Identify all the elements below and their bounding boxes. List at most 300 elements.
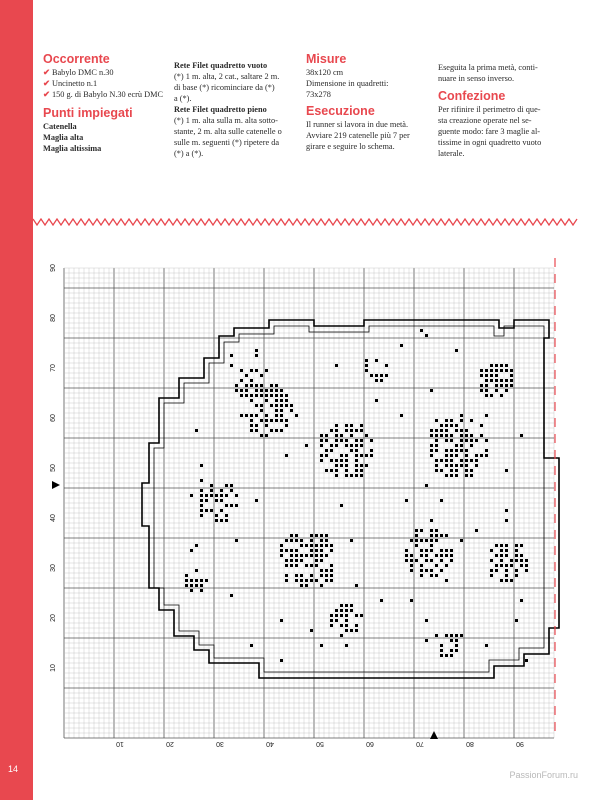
filled-cell (520, 564, 523, 567)
text-line: Per rifinire il perimetro di que- (438, 105, 541, 114)
filled-cell (505, 574, 508, 577)
filled-cell (340, 454, 343, 457)
filled-cell (360, 429, 363, 432)
filled-cell (330, 619, 333, 622)
text-line: (*) a (*). (174, 149, 204, 158)
filled-cell (265, 399, 268, 402)
filled-cell (350, 444, 353, 447)
filled-cell (415, 534, 418, 537)
filled-cell (335, 444, 338, 447)
filled-cell (305, 444, 308, 447)
filled-cell (320, 459, 323, 462)
filled-cell (330, 429, 333, 432)
filled-cell (380, 379, 383, 382)
filled-cell (420, 569, 423, 572)
x-axis-label: 30 (216, 740, 224, 747)
filled-cell (415, 559, 418, 562)
filled-cell (485, 384, 488, 387)
filled-cell (440, 654, 443, 657)
filled-cell (435, 539, 438, 542)
filled-cell (330, 469, 333, 472)
filled-cell (290, 559, 293, 562)
filled-cell (295, 564, 298, 567)
filled-cell (235, 539, 238, 542)
filled-cell (455, 349, 458, 352)
y-axis-label: 90 (50, 264, 57, 272)
y-axis-label: 50 (50, 464, 57, 472)
filled-cell (420, 529, 423, 532)
filled-cell (290, 549, 293, 552)
filled-cell (435, 419, 438, 422)
filled-cell (355, 439, 358, 442)
filled-cell (510, 579, 513, 582)
filled-cell (505, 554, 508, 557)
y-axis-label: 70 (50, 364, 57, 372)
filled-cell (285, 454, 288, 457)
filled-cell (400, 414, 403, 417)
filled-cell (355, 429, 358, 432)
filled-cell (500, 554, 503, 557)
filled-cell (410, 554, 413, 557)
filled-cell (280, 399, 283, 402)
filled-cell (460, 419, 463, 422)
filled-cell (320, 439, 323, 442)
filled-cell (465, 469, 468, 472)
filled-cell (345, 614, 348, 617)
filled-cell (450, 554, 453, 557)
filled-cell (275, 394, 278, 397)
filled-cell (480, 374, 483, 377)
filled-cell (380, 599, 383, 602)
filled-cell (505, 564, 508, 567)
filled-cell (315, 549, 318, 552)
filled-cell (350, 539, 353, 542)
filled-cell (430, 569, 433, 572)
filled-cell (460, 449, 463, 452)
filled-cell (450, 654, 453, 657)
filled-cell (400, 344, 403, 347)
filled-cell (310, 554, 313, 557)
filled-cell (435, 564, 438, 567)
filled-cell (455, 424, 458, 427)
chart-grid (64, 268, 554, 738)
filled-cell (280, 554, 283, 557)
filled-cell (250, 644, 253, 647)
filled-cell (315, 554, 318, 557)
filled-cell (405, 499, 408, 502)
filled-cell (210, 484, 213, 487)
filled-cell (280, 404, 283, 407)
filled-cell (405, 554, 408, 557)
filled-cell (340, 634, 343, 637)
filled-cell (320, 569, 323, 572)
filled-cell (260, 389, 263, 392)
heading-rete-pieno: Rete Filet quadretto pieno (174, 105, 267, 114)
filled-cell (350, 429, 353, 432)
filled-cell (450, 424, 453, 427)
filled-cell (440, 429, 443, 432)
filled-cell (310, 539, 313, 542)
filled-cell (275, 429, 278, 432)
filled-cell (415, 544, 418, 547)
filled-cell (465, 464, 468, 467)
filled-cell (230, 354, 233, 357)
filled-cell (325, 449, 328, 452)
filled-cell (500, 544, 503, 547)
filled-cell (375, 399, 378, 402)
filled-cell (420, 329, 423, 332)
filled-cell (435, 429, 438, 432)
filled-cell (250, 424, 253, 427)
filled-cell (460, 539, 463, 542)
filled-cell (265, 424, 268, 427)
filled-cell (450, 469, 453, 472)
filled-cell (515, 619, 518, 622)
filled-cell (425, 569, 428, 572)
filled-cell (450, 549, 453, 552)
filled-cell (350, 609, 353, 612)
filled-cell (470, 469, 473, 472)
filled-cell (455, 449, 458, 452)
filled-cell (220, 489, 223, 492)
text-line: stante, 2 m. alta sulle catenelle o (174, 127, 282, 136)
filled-cell (430, 519, 433, 522)
filled-cell (280, 544, 283, 547)
filled-cell (260, 384, 263, 387)
filled-cell (370, 439, 373, 442)
filled-cell (265, 434, 268, 437)
filled-cell (445, 564, 448, 567)
filled-cell (435, 554, 438, 557)
filled-cell (320, 584, 323, 587)
filled-cell (195, 569, 198, 572)
filled-cell (330, 549, 333, 552)
filled-cell (470, 444, 473, 447)
filled-cell (450, 434, 453, 437)
x-axis-label: 60 (366, 740, 374, 747)
filled-cell (305, 554, 308, 557)
filled-cell (505, 364, 508, 367)
filled-cell (295, 579, 298, 582)
filled-cell (335, 429, 338, 432)
filled-cell (485, 644, 488, 647)
filled-cell (460, 444, 463, 447)
filled-cell (265, 414, 268, 417)
filled-cell (255, 424, 258, 427)
filled-cell (460, 439, 463, 442)
filled-cell (440, 549, 443, 552)
filled-cell (290, 539, 293, 542)
filled-cell (460, 464, 463, 467)
filled-cell (355, 454, 358, 457)
filled-cell (280, 619, 283, 622)
filled-cell (440, 534, 443, 537)
filled-cell (465, 434, 468, 437)
filled-cell (450, 639, 453, 642)
filled-cell (445, 654, 448, 657)
text-line: Eseguita la prima metà, conti- (438, 63, 538, 72)
filled-cell (455, 474, 458, 477)
filled-cell (490, 374, 493, 377)
filled-cell (365, 434, 368, 437)
filled-cell (310, 579, 313, 582)
heading-misure: Misure (306, 52, 347, 66)
filled-cell (200, 489, 203, 492)
text-line: sulle m. seguenti (*) ripetere da (174, 138, 280, 147)
filled-cell (440, 499, 443, 502)
filled-cell (435, 534, 438, 537)
filled-cell (495, 564, 498, 567)
filled-cell (190, 494, 193, 497)
filled-cell (200, 584, 203, 587)
filled-cell (355, 584, 358, 587)
filled-cell (205, 494, 208, 497)
filled-cell (445, 634, 448, 637)
filled-cell (485, 454, 488, 457)
filled-cell (280, 549, 283, 552)
filled-cell (485, 394, 488, 397)
filled-cell (355, 474, 358, 477)
filled-cell (505, 379, 508, 382)
filled-cell (315, 564, 318, 567)
filled-cell (455, 464, 458, 467)
filled-cell (190, 589, 193, 592)
filled-cell (435, 459, 438, 462)
filled-cell (270, 429, 273, 432)
filled-cell (445, 474, 448, 477)
filled-cell (285, 539, 288, 542)
filled-cell (275, 409, 278, 412)
filled-cell (420, 554, 423, 557)
filled-cell (455, 649, 458, 652)
filled-cell (435, 529, 438, 532)
filled-cell (280, 419, 283, 422)
filled-cell (185, 579, 188, 582)
filled-cell (345, 619, 348, 622)
filled-cell (510, 559, 513, 562)
filled-cell (440, 469, 443, 472)
filled-cell (445, 459, 448, 462)
filled-cell (445, 419, 448, 422)
heading-occorrente: Occorrente (43, 52, 110, 66)
filled-cell (285, 549, 288, 552)
filled-cell (280, 659, 283, 662)
filled-cell (490, 549, 493, 552)
filled-cell (300, 554, 303, 557)
filled-cell (480, 434, 483, 437)
filled-cell (245, 374, 248, 377)
x-axis-label: 80 (466, 740, 474, 747)
filled-cell (200, 514, 203, 517)
filled-cell (505, 549, 508, 552)
text-line: Avviare 219 catenelle più 7 per (306, 131, 410, 140)
filled-cell (255, 384, 258, 387)
filled-cell (430, 454, 433, 457)
filled-cell (330, 614, 333, 617)
x-axis-label: 20 (166, 740, 174, 747)
filled-cell (250, 384, 253, 387)
filled-cell (300, 574, 303, 577)
filled-cell (220, 519, 223, 522)
filled-cell (250, 394, 253, 397)
filled-cell (425, 539, 428, 542)
filled-cell (300, 539, 303, 542)
filled-cell (360, 439, 363, 442)
filled-cell (350, 424, 353, 427)
filled-cell (325, 454, 328, 457)
filled-cell (515, 569, 518, 572)
filled-cell (325, 469, 328, 472)
filled-cell (275, 399, 278, 402)
column-materials (43, 52, 168, 154)
filled-cell (295, 549, 298, 552)
filled-cell (375, 379, 378, 382)
filled-cell (470, 419, 473, 422)
filled-cell (505, 384, 508, 387)
filled-cell (435, 464, 438, 467)
filled-cell (460, 634, 463, 637)
filled-cell (350, 434, 353, 437)
text-line: 38x120 cm (306, 68, 344, 77)
filled-cell (345, 454, 348, 457)
filled-cell (240, 369, 243, 372)
filled-cell (450, 464, 453, 467)
filled-cell (285, 579, 288, 582)
filled-cell (445, 454, 448, 457)
filled-cell (300, 584, 303, 587)
filled-cell (465, 454, 468, 457)
x-axis-label: 90 (516, 740, 524, 747)
filled-cell (315, 559, 318, 562)
filled-cell (285, 404, 288, 407)
filled-cell (385, 374, 388, 377)
filled-cell (500, 579, 503, 582)
filled-cell (345, 464, 348, 467)
chart-x-labels (116, 740, 524, 747)
filled-cell (410, 569, 413, 572)
filled-cell (485, 374, 488, 377)
filled-cell (345, 609, 348, 612)
filled-cell (345, 459, 348, 462)
filled-cell (255, 354, 258, 357)
filled-cell (345, 429, 348, 432)
filled-cell (490, 394, 493, 397)
filled-cell (440, 649, 443, 652)
column-measures (306, 52, 432, 152)
filled-cell (230, 484, 233, 487)
filled-cell (500, 559, 503, 562)
filled-cell (470, 439, 473, 442)
filled-cell (310, 549, 313, 552)
filled-cell (445, 434, 448, 437)
filled-cell (205, 579, 208, 582)
heading-punti: Punti impiegati (43, 106, 133, 120)
filled-cell (495, 364, 498, 367)
filled-cell (235, 494, 238, 497)
filled-cell (280, 409, 283, 412)
filled-cell (310, 574, 313, 577)
filled-cell (440, 569, 443, 572)
filled-cell (495, 569, 498, 572)
filled-cell (500, 394, 503, 397)
filled-cell (330, 449, 333, 452)
filled-cell (335, 614, 338, 617)
filled-cell (430, 574, 433, 577)
filled-cell (440, 424, 443, 427)
filled-cell (375, 359, 378, 362)
filled-cell (420, 549, 423, 552)
filled-cell (200, 504, 203, 507)
filled-cell (290, 409, 293, 412)
filled-cell (325, 554, 328, 557)
filled-cell (335, 434, 338, 437)
filled-cell (330, 459, 333, 462)
filled-cell (525, 569, 528, 572)
filled-cell (450, 459, 453, 462)
filled-cell (420, 574, 423, 577)
filled-cell (475, 454, 478, 457)
filled-cell (320, 544, 323, 547)
filled-cell (365, 454, 368, 457)
filled-cell (340, 614, 343, 617)
filled-cell (425, 484, 428, 487)
filled-cell (405, 559, 408, 562)
filled-cell (410, 599, 413, 602)
text-line: nuare in senso inverso. (438, 74, 515, 83)
filled-cell (505, 509, 508, 512)
filled-cell (340, 624, 343, 627)
filled-cell (445, 424, 448, 427)
filled-cell (525, 659, 528, 662)
filled-cell (285, 559, 288, 562)
filled-cell (425, 549, 428, 552)
filled-cell (320, 444, 323, 447)
filled-cell (445, 579, 448, 582)
filled-cell (200, 579, 203, 582)
filled-cell (190, 549, 193, 552)
text-line: Dimensione in quadretti: (306, 79, 389, 88)
filled-cell (440, 554, 443, 557)
filled-cell (255, 414, 258, 417)
y-axis-label: 30 (50, 564, 57, 572)
filled-cell (260, 404, 263, 407)
filled-cell (255, 404, 258, 407)
filled-cell (355, 614, 358, 617)
y-axis-label: 10 (50, 664, 57, 672)
filled-cell (260, 394, 263, 397)
filled-cell (365, 364, 368, 367)
filled-cell (330, 544, 333, 547)
filled-cell (330, 444, 333, 447)
filled-cell (245, 384, 248, 387)
text-line: Il runner si lavora in due metà. (306, 120, 409, 129)
filled-cell (450, 634, 453, 637)
filled-cell (330, 624, 333, 627)
filled-cell (325, 569, 328, 572)
filled-cell (500, 564, 503, 567)
filled-cell (445, 439, 448, 442)
text-line: di base (*) ricominciare da (*) (174, 83, 275, 92)
filled-cell (275, 414, 278, 417)
filled-cell (285, 564, 288, 567)
filled-cell (280, 394, 283, 397)
filled-cell (465, 474, 468, 477)
filled-cell (425, 334, 428, 337)
filled-cell (320, 554, 323, 557)
filled-cell (225, 519, 228, 522)
filled-cell (495, 384, 498, 387)
filled-cell (275, 384, 278, 387)
